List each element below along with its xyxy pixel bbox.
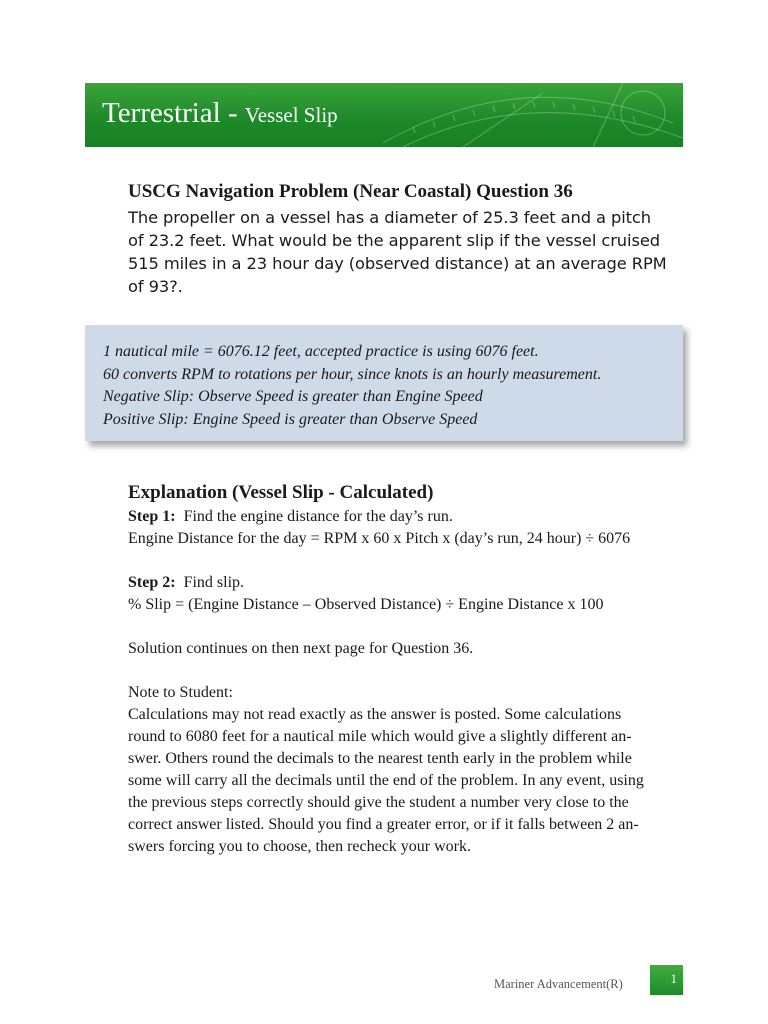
protractor-watermark [343, 83, 683, 147]
section-banner [85, 83, 683, 147]
student-note-title: Note to Student: [128, 684, 233, 701]
note-line: 1 nautical mile = 6076.12 feet, accepted practice is using 6076 feet. [103, 343, 539, 360]
step-2 [128, 572, 688, 594]
step-1-formula: Engine Distance for the day = RPM x 60 x Pitch x (day’s run, 24 hour) ÷ 6076 [128, 530, 631, 547]
step-1 [128, 506, 688, 528]
note-line: Negative Slip: Observe Speed is greater than Engine Speed [103, 388, 483, 405]
question-block [128, 181, 688, 298]
note-line: 60 converts RPM to rotations per hour, since knots is an hourly measurement. [103, 365, 602, 383]
question-line: 515 miles in a 23 hour day (observed distance) at an average RPM [128, 254, 667, 273]
note-line: Positive Slip: Engine Speed is greater than Observe Speed [103, 410, 478, 428]
title-sub: Vessel Slip [244, 103, 338, 127]
question-heading: USCG Navigation Problem (Near Coastal) Question 36 [128, 181, 573, 202]
step-2-label: Step 2: [128, 574, 176, 591]
question-line: of 23.2 feet. What would be the apparent slip if the vessel cruised [128, 231, 660, 250]
question-line: of 93?. [128, 277, 183, 296]
page-title [102, 97, 338, 130]
step-2-formula: % Slip = (Engine Distance – Observed Distance) ÷ Engine Distance x 100 [128, 596, 604, 613]
student-note-line: swers forcing you to choose, then recheck your work. [128, 838, 472, 855]
step-1-label: Step 1: [128, 508, 176, 525]
explanation-section [128, 482, 688, 858]
publisher-footer: Mariner Advancement(R) [494, 977, 623, 991]
student-note-line: round to 6080 feet for a nautical mile which would give a slightly different an- [128, 728, 632, 745]
question-text [128, 206, 688, 298]
page-number-badge: 1 [650, 965, 683, 995]
explanation-heading: Explanation (Vessel Slip - Calculated) [128, 482, 434, 503]
reference-notes-box [85, 325, 683, 441]
student-note-line: Calculations may not read exactly as the answer is posted. Some calculations [128, 706, 622, 723]
student-note-line: some will carry all the decimals until the end of the problem. In any event, using [128, 772, 644, 789]
student-note-line: the previous steps correctly should give the student a number very close to the [128, 794, 629, 811]
question-line: The propeller on a vessel has a diameter of 25.3 feet and a pitch [128, 208, 651, 227]
step-2-text: Find slip. [183, 574, 245, 591]
step-1-text: Find the engine distance for the day’s run. [183, 508, 453, 525]
continuation-note: Solution continues on then next page for Question 36. [128, 640, 474, 657]
student-note-line: swer. Others round the decimals to the nearest tenth early in the problem while [128, 750, 632, 767]
student-note-line: correct answer listed. Should you find a greater error, or if it falls between 2 an- [128, 816, 639, 833]
title-main: Terrestrial - [102, 97, 238, 129]
